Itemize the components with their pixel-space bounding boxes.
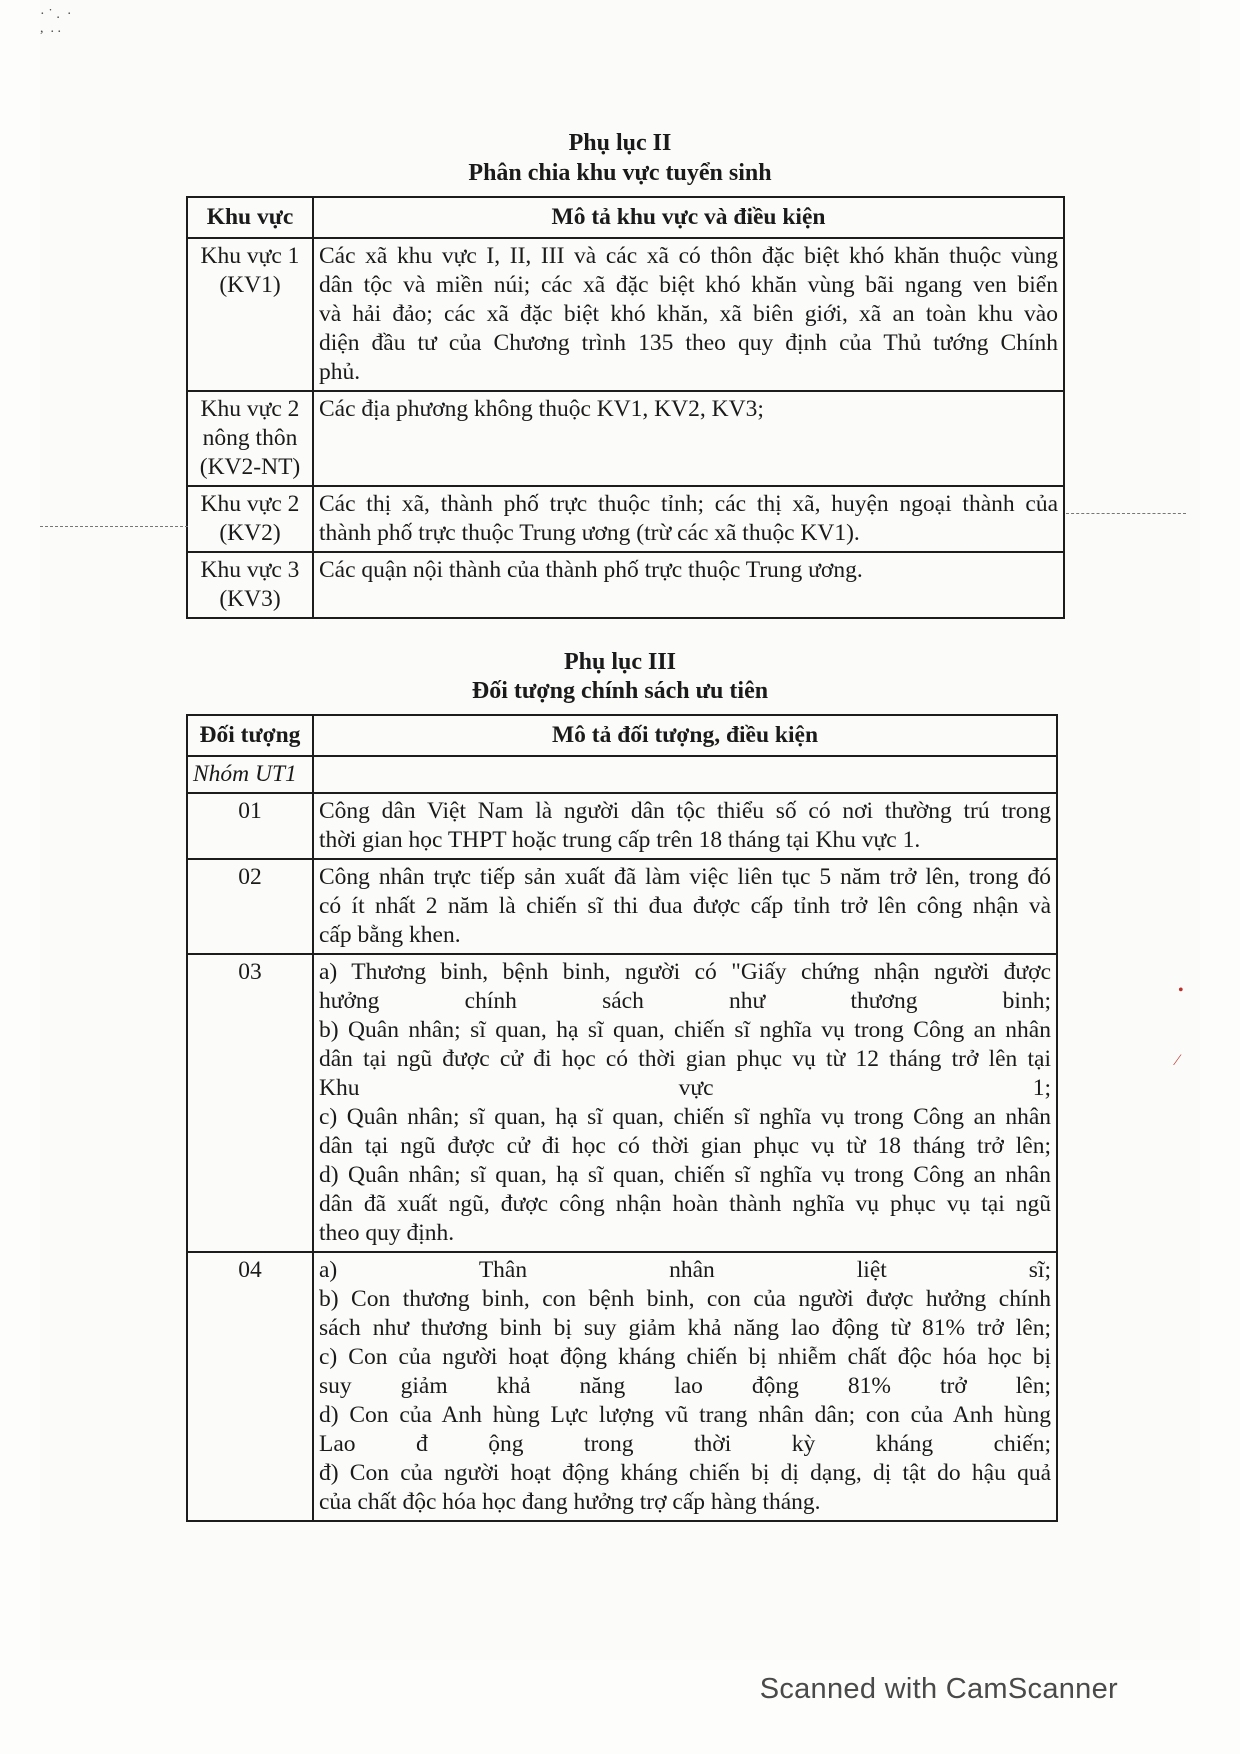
description-line: c) Quân nhân; sĩ quan, hạ sĩ quan, chiến sĩ nghĩa vụ trong Công an nhân (319, 1104, 1051, 1130)
description-line: dân đã xuất ngũ, được công nhận hoàn thành nghĩa vụ phục vụ tại ngũ (319, 1191, 1051, 1217)
table-row (187, 793, 1057, 859)
description-line: diện đầu tư của Chương trình 135 theo quy định của Thủ tướng Chính (319, 330, 1058, 356)
description-line: sách như thương binh bị suy giảm khả năng lao động từ 81% trở lên; (319, 1315, 1051, 1341)
area-cell (187, 552, 313, 618)
description-line: hưởng chính sách như thương binh; (319, 988, 1051, 1014)
table-row (187, 552, 1064, 618)
group-label: Nhóm UT1 (187, 756, 313, 793)
table-row (187, 1252, 1057, 1521)
description-line: Các thị xã, thành phố trực thuộc tỉnh; các thị xã, huyện ngoại thành của (319, 491, 1058, 517)
area-cell (187, 486, 313, 552)
description-line: b) Con thương binh, con bệnh binh, con của người được hưởng chính (319, 1286, 1051, 1312)
description-line: Các địa phương không thuộc KV1, KV2, KV3; (319, 396, 764, 422)
description-line: đ) Con của người hoạt động kháng chiến bị dị dạng, dị tật do hậu quả (319, 1460, 1051, 1486)
admission-area-table (186, 196, 1065, 619)
area-label: Khu vực 2 (200, 396, 300, 422)
appendix-2-title: Phụ lục II (568, 130, 672, 156)
group-empty-cell (313, 756, 1057, 793)
scan-mark: ⁄ (1176, 1052, 1179, 1069)
table-header-row (187, 715, 1057, 756)
column-header-description: Mô tả khu vực và điều kiện (313, 197, 1064, 238)
table-header-row (187, 197, 1064, 238)
priority-policy-table (186, 714, 1058, 1522)
fold-line-right (1066, 513, 1186, 515)
area-label: Khu vực 3 (200, 557, 300, 583)
description-line: dân tại ngũ được cử đi học có thời gian phục vụ từ 12 tháng trở lên tại (319, 1046, 1051, 1072)
area-label: (KV2) (219, 520, 281, 546)
description-line: thành phố trực thuộc Trung ương (trừ các xã thuộc KV1). (319, 520, 860, 546)
subject-description-cell (313, 1252, 1057, 1521)
subject-code-cell: 02 (187, 859, 313, 954)
description-line: cấp bằng khen. (319, 922, 461, 948)
table-row (187, 486, 1064, 552)
fold-line-left (40, 526, 188, 528)
description-line: thời gian học THPT hoặc trung cấp trên 18 tháng tại Khu vực 1. (319, 827, 921, 853)
table-row (187, 391, 1064, 486)
area-cell (187, 238, 313, 391)
description-line: dân tộc và miền núi; các xã đặc biệt khó khăn vùng bãi ngang ven biển (319, 272, 1058, 298)
description-line: theo quy định. (319, 1220, 455, 1246)
description-line: có ít nhất 2 năm là chiến sĩ thi đua được cấp tỉnh trở lên công nhận và (319, 893, 1051, 919)
area-description-cell (313, 486, 1064, 552)
subject-description-cell (313, 859, 1057, 954)
description-line: của chất độc hóa học đang hưởng trợ cấp hàng tháng. (319, 1489, 821, 1515)
description-line: Các xã khu vực I, II, III và các xã có thôn đặc biệt khó khăn thuộc vùng (319, 243, 1058, 269)
appendix-2-subtitle: Phân chia khu vực tuyển sinh (468, 160, 772, 186)
subject-code-cell: 01 (187, 793, 313, 859)
scan-mark: • (1178, 982, 1184, 999)
description-line: suy giảm khả năng lao động 81% trở lên; (319, 1373, 1051, 1399)
description-line: a) Thương binh, bệnh binh, người có "Giấy chứng nhận người được (319, 959, 1051, 985)
subject-description-cell (313, 954, 1057, 1252)
description-line: d) Con của Anh hùng Lực lượng vũ trang nhân dân; con của Anh hùng (319, 1402, 1051, 1428)
area-description-cell (313, 391, 1064, 486)
area-label: (KV2-NT) (199, 454, 301, 480)
description-line: b) Quân nhân; sĩ quan, hạ sĩ quan, chiến sĩ nghĩa vụ trong Công an nhân (319, 1017, 1051, 1043)
area-label: Khu vực 1 (200, 243, 300, 269)
table-row (187, 238, 1064, 391)
area-label: (KV1) (219, 272, 281, 298)
description-line: và hải đảo; các xã đặc biệt khó khăn, xã biên giới, xã an toàn khu vào (319, 301, 1058, 327)
description-line: phủ. (319, 359, 361, 385)
subject-code-cell: 03 (187, 954, 313, 1252)
appendix-3-subtitle: Đối tượng chính sách ưu tiên (471, 678, 769, 704)
column-header-area: Khu vực (187, 197, 313, 238)
area-label: Khu vực 2 (200, 491, 300, 517)
area-label: (KV3) (219, 586, 281, 612)
description-line: Công nhân trực tiếp sản xuất đã làm việc liên tục 5 năm trở lên, trong đó (319, 864, 1051, 890)
area-description-cell (313, 238, 1064, 391)
description-line: d) Quân nhân; sĩ quan, hạ sĩ quan, chiến sĩ nghĩa vụ trong Công an nhân (319, 1162, 1051, 1188)
column-header-conditions: Mô tả đối tượng, điều kiện (313, 715, 1057, 756)
group-row (187, 756, 1057, 793)
area-cell (187, 391, 313, 486)
description-line: c) Con của người hoạt động kháng chiến bị nhiễm chất độc hóa học bị (319, 1344, 1051, 1370)
camscanner-watermark: Scanned with CamScanner (759, 1673, 1118, 1705)
subject-description-cell (313, 793, 1057, 859)
table-row (187, 859, 1057, 954)
description-line: Lao đ ộng trong thời kỳ kháng chiến; (319, 1431, 1051, 1457)
area-description-cell (313, 552, 1064, 618)
description-line: dân tại ngũ được cử đi học có thời gian phục vụ từ 18 tháng trở lên; (319, 1133, 1051, 1159)
subject-code-cell: 04 (187, 1252, 313, 1521)
area-label: nông thôn (202, 425, 298, 451)
description-line: Các quận nội thành của thành phố trực thuộc Trung ương. (319, 557, 863, 583)
appendix-3-title: Phụ lục III (563, 649, 677, 675)
description-line: a) Thân nhân liệt sĩ; (319, 1257, 1051, 1283)
scan-specks: · ˙ . · , . . (40, 7, 72, 36)
table-row (187, 954, 1057, 1252)
column-header-subject: Đối tượng (187, 715, 313, 756)
description-line: Công dân Việt Nam là người dân tộc thiểu số có nơi thường trú trong (319, 798, 1051, 824)
description-line: Khu vực 1; (319, 1075, 1051, 1101)
